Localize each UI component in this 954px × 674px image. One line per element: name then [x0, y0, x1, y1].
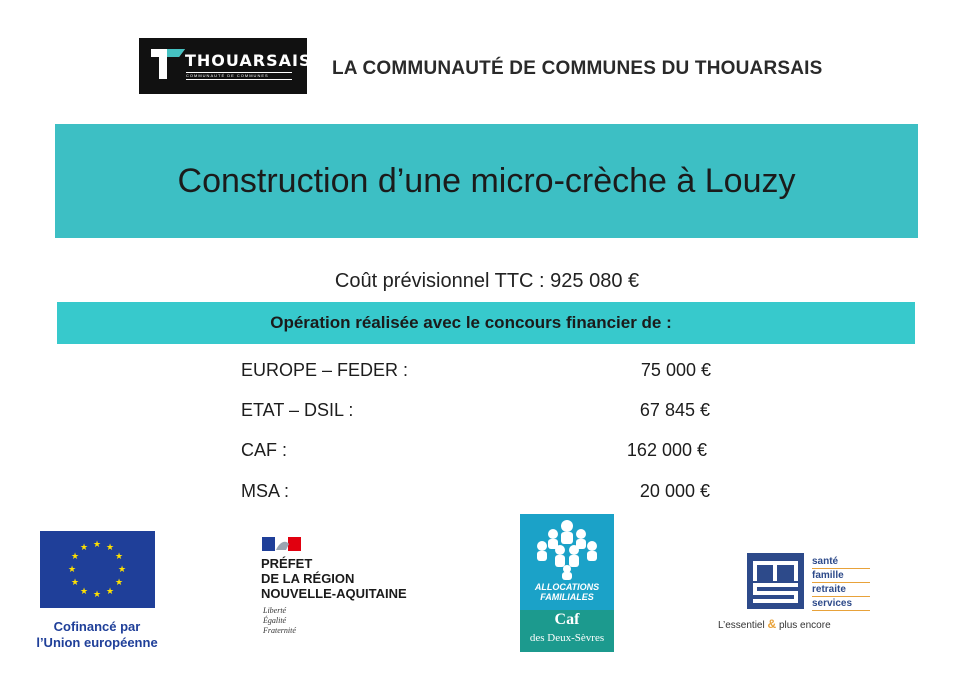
thouarsais-t-icon — [151, 49, 187, 79]
eu-caption — [20, 619, 174, 651]
prefet-motto — [263, 606, 296, 636]
prefet-logo-text — [261, 556, 407, 601]
msa-word-services: services — [812, 597, 870, 611]
svg-text:★: ★ — [105, 543, 115, 553]
svg-text:★: ★ — [79, 587, 89, 597]
eu-caption-line2: l’Union européenne — [36, 635, 158, 650]
funding-label-msa: MSA : — [241, 481, 290, 501]
msa-tagline — [718, 617, 831, 631]
marianne-flag-icon — [262, 537, 301, 551]
logo-subtitle: COMMUNAUTÉ DE COMMUNES — [186, 72, 292, 80]
msa-tag-before: L’essentiel — [718, 620, 765, 631]
caf-allocations-text — [520, 582, 614, 602]
svg-text:★: ★ — [92, 540, 102, 550]
svg-text:★: ★ — [70, 552, 80, 562]
funding-amount-etat: 67 845 € — [639, 400, 710, 420]
prefet-line3: NOUVELLE-AQUITAINE — [261, 586, 407, 601]
eu-caption-line1: Cofinancé par — [53, 619, 141, 634]
msa-word-retraite: retraite — [812, 583, 870, 597]
svg-text:★: ★ — [114, 578, 124, 588]
financing-banner — [57, 302, 915, 344]
motto-fraternite: Fraternité — [263, 626, 296, 635]
funding-amount-caf: 162 000 € — [626, 440, 707, 460]
eu-flag-icon — [40, 531, 155, 608]
caf-department: des Deux-Sèvres — [529, 632, 605, 644]
prefet-line1: PRÉFET — [261, 556, 313, 571]
msa-tag-amp: & — [767, 617, 777, 631]
svg-text:★: ★ — [117, 565, 127, 575]
msa-logo-icon — [747, 553, 804, 609]
funding-amount-europe: 75 000 € — [640, 360, 711, 380]
svg-text:★: ★ — [114, 552, 124, 562]
organization-name: LA COMMUNAUTÉ DE COMMUNES DU THOUARSAIS — [332, 58, 823, 79]
page-title: Construction d’une micro-crèche à Louzy — [177, 161, 796, 200]
logo-wordmark: THOUARSAIS — [185, 51, 312, 70]
prefet-line2: DE LA RÉGION — [261, 571, 355, 586]
motto-liberte: Liberté — [263, 606, 287, 615]
svg-text:★: ★ — [92, 590, 102, 600]
caf-family-icon — [520, 514, 614, 584]
msa-word-sante: santé — [812, 555, 870, 569]
svg-text:★: ★ — [70, 578, 80, 588]
msa-tag-after: plus encore — [778, 620, 831, 631]
caf-line2: FAMILIALES — [540, 592, 594, 602]
caf-line1: ALLOCATIONS — [534, 582, 600, 592]
funding-label-etat: ETAT – DSIL : — [241, 400, 354, 420]
title-banner — [55, 124, 918, 238]
estimated-cost: Coût prévisionnel TTC : 925 080 € — [334, 270, 640, 292]
financing-heading: Opération réalisée avec le concours financier de : — [270, 313, 672, 332]
caf-word: Caf — [554, 611, 580, 628]
motto-egalite: Égalité — [263, 616, 287, 625]
funding-label-europe: EUROPE – FEDER : — [241, 360, 409, 380]
svg-text:★: ★ — [105, 587, 115, 597]
msa-words — [812, 555, 870, 611]
msa-word-famille: famille — [812, 569, 870, 583]
svg-text:★: ★ — [67, 565, 77, 575]
svg-text:★: ★ — [79, 543, 89, 553]
funding-label-caf: CAF : — [241, 440, 288, 460]
funding-amount-msa: 20 000 € — [639, 481, 710, 501]
